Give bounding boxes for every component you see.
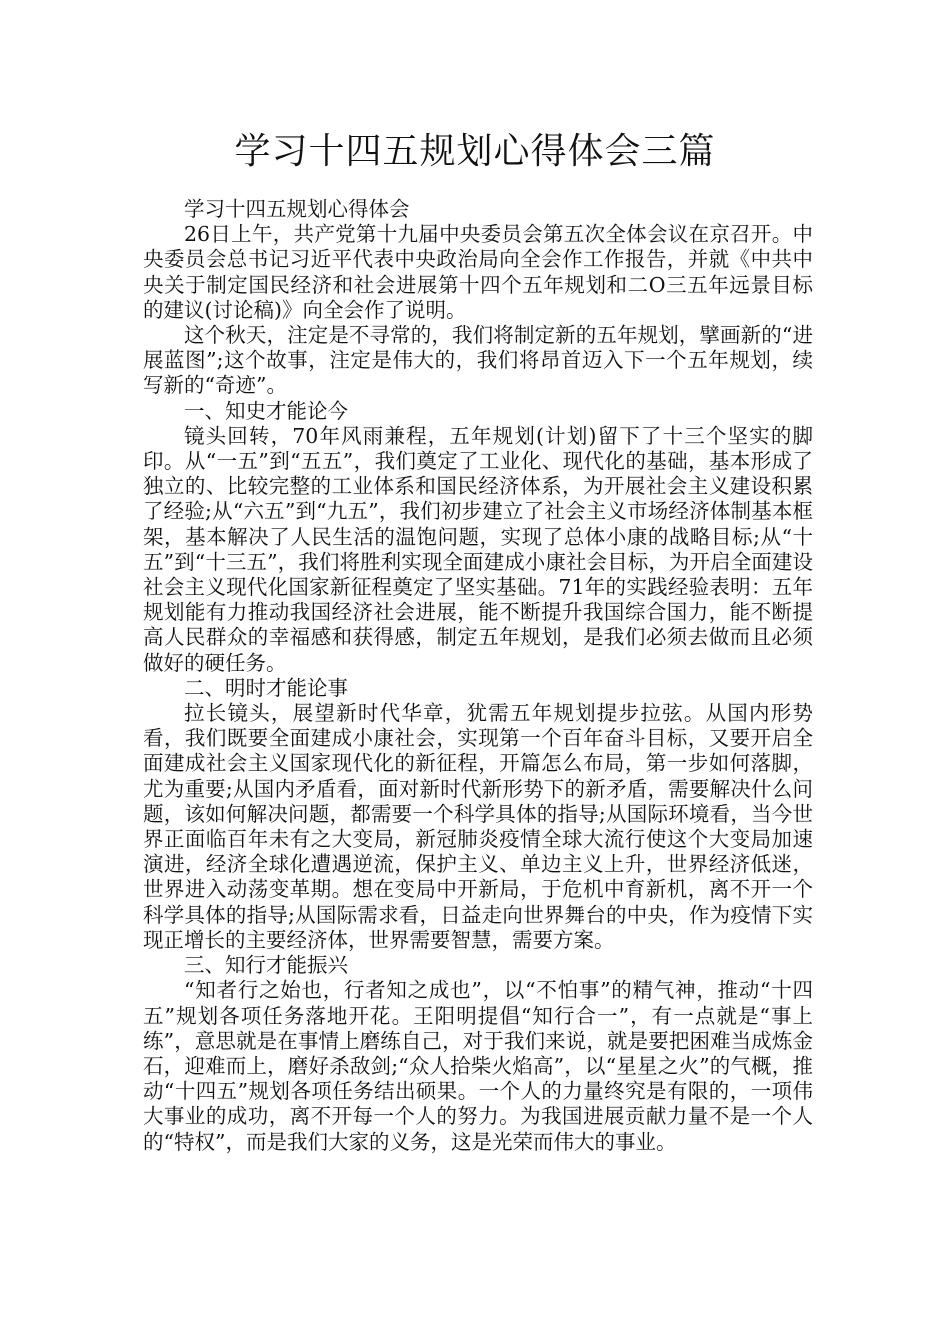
document-body: [143, 197, 813, 1155]
section-heading: 学习十四五规划心得体会: [184, 197, 410, 221]
paragraph: 这个秋天，注定是不寻常的，我们将制定新的五年规划，擘画新的“进展蓝图”;这个故事，注定是伟大的，我们将昂首迈入下一个五年规划，续写新的“奇迹”。: [143, 323, 813, 398]
section-heading: 一、知史才能论今: [184, 398, 348, 423]
section-heading: 三、知行才能振兴: [184, 953, 348, 978]
paragraph: “知者行之始也，行者知之成也”，以“不怕事”的精气神，推动“十四五”规划各项任务落地开花。王阳明提倡“知行合一”，有一点就是“事上练”，意思就是在事情上磨练自己，对于我们来说，就是要把困难当成炼金石，迎难而上，磨好杀敌剑;“众人拾柴火焰高”，以“星星之火”的气概，推动“十四五”规划各项任务结出硕果。一个人的力量终究是有限的，一项伟大事业的成功，离不开每一个人的努力。为我国进展贡献力量不是一个人的“特权”，而是我们大家的义务，这是光荣而伟大的事业。: [143, 978, 813, 1154]
paragraph: 拉长镜头，展望新时代华章，犹需五年规划提步拉弦。从国内形势看，我们既要全面建成小康社会，实现第一个百年奋斗目标，又要开启全面建成社会主义国家现代化的新征程，开篇怎么布局，第一步如何落脚，尤为重要;从国内矛盾看，面对新时代新形势下的新矛盾，需要解决什么问题，该如何解决问题，都需要一个科学具体的指导;从国际环境看，当今世界正面临百年未有之大变局，新冠肺炎疫情全球大流行使这个大变局加速演进，经济全球化遭遇逆流，保护主义、单边主义上升，世界经济低迷，世界进入动荡变革期。想在变局中开新局，于危机中育新机，离不开一个科学具体的指导;从国际需求看，日益走向世界舞台的中央，作为疫情下实现正增长的主要经济体，世界需要智慧，需要方案。: [143, 701, 813, 952]
section-heading: 二、明时才能论事: [184, 675, 348, 700]
paragraph: 镜头回转，70年风雨兼程，五年规划(计划)留下了十三个坚实的脚印。从“一五”到“五五”，我们奠定了工业化、现代化的基础，基本形成了独立的、比较完整的工业体系和国民经济体系，为开展社会主义建设积累了经验;从“六五”到“九五”，我们初步建立了社会主义市场经济体制基本框架，基本解决了人民生活的温饱问题，实现了总体小康的战略目标;从“十五”到“十三五”，我们将胜利实现全面建成小康社会目标，为开启全面建设社会主义现代化国家新征程奠定了坚实基础。71年的实践经验表明：五年规划能有力推动我国经济社会进展，能不断提升我国综合国力，能不断提高人民群众的幸福感和获得感，制定五年规划，是我们必须去做而且必须做好的硬任务。: [143, 423, 813, 675]
paragraph: 26日上午，共产党第十九届中央委员会第五次全体会议在京召开。中央委员会总书记习近平代表中央政治局向全会作工作报告，并就《中共中央关于制定国民经济和社会进展第十四个五年规划和二O三五年远景目标的建议(讨论稿)》向全会作了说明。: [143, 222, 813, 322]
document-title: 学习十四五规划心得体会三篇: [234, 131, 716, 172]
